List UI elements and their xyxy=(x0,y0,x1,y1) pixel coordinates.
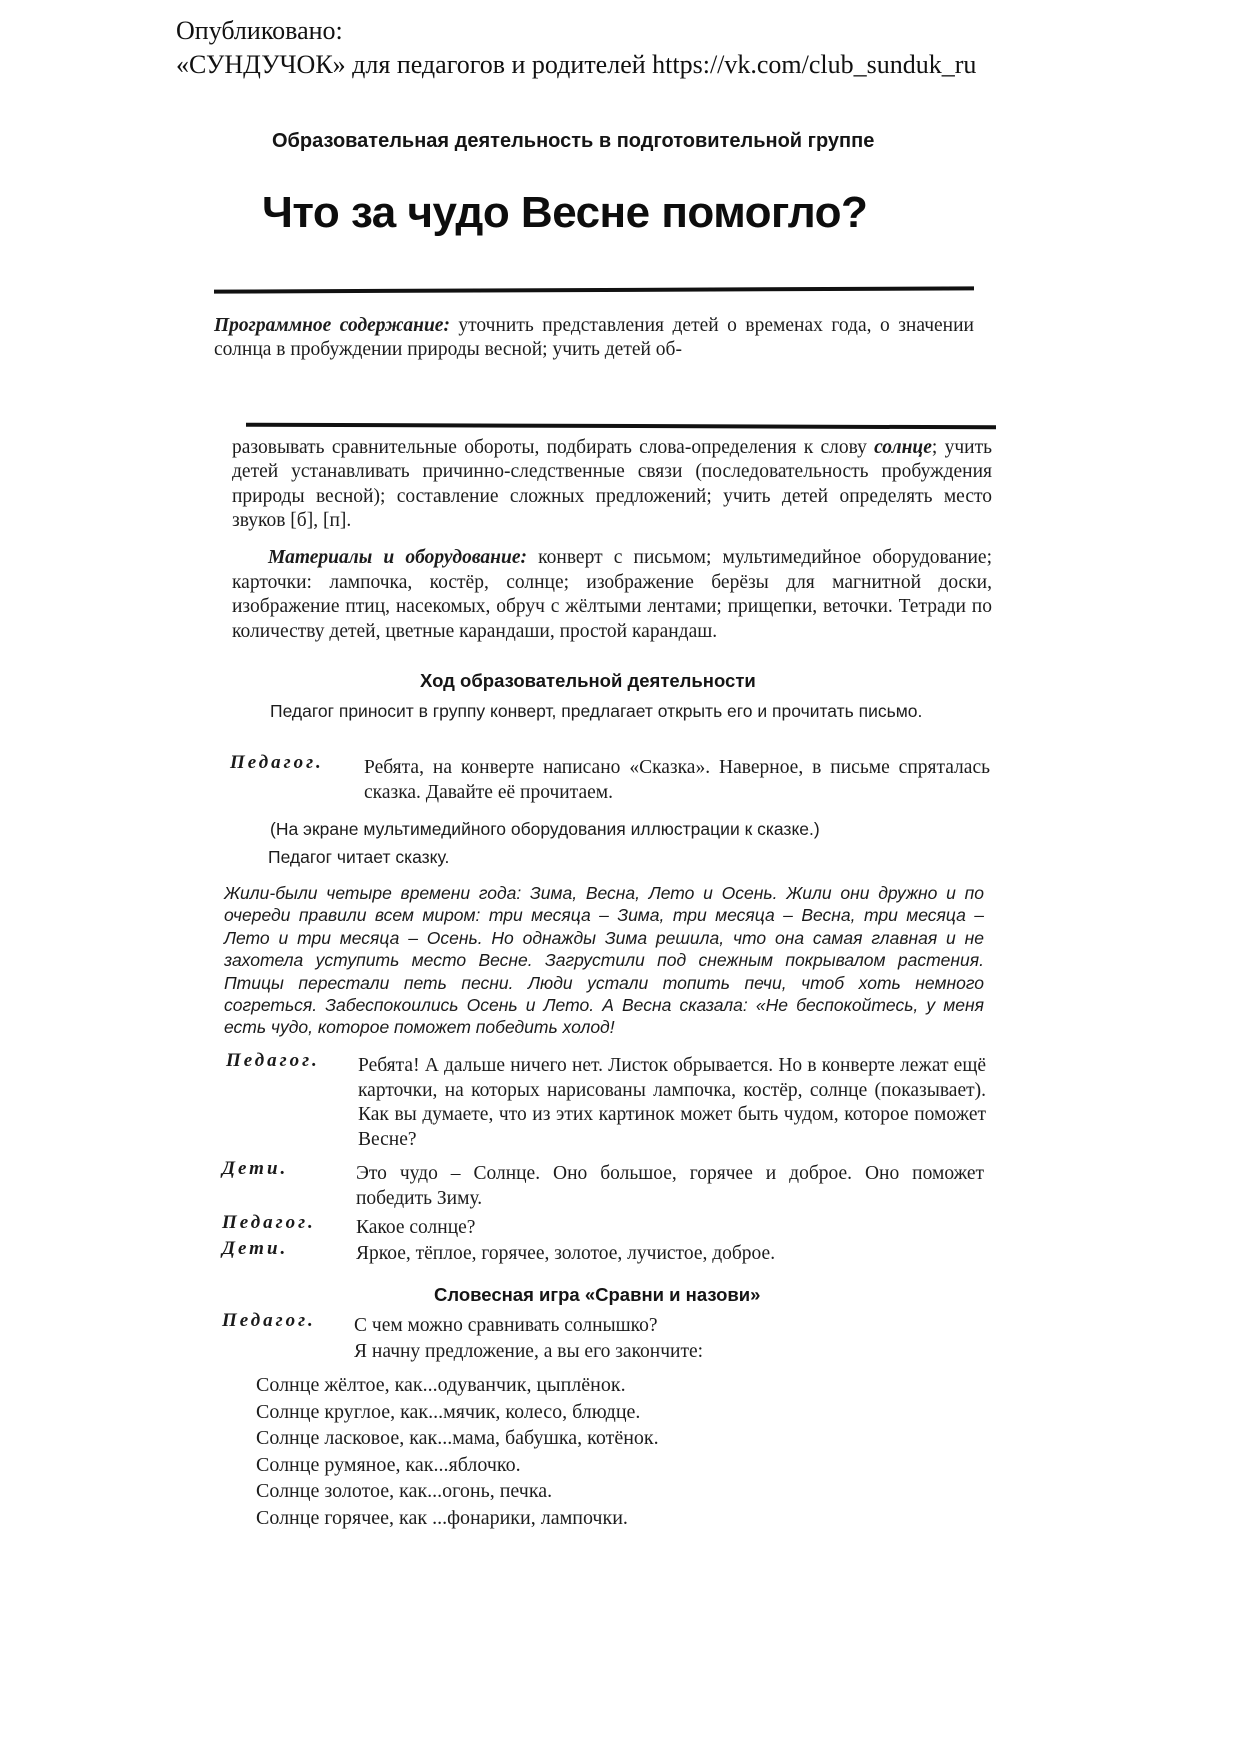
speaker-children: Дети. xyxy=(222,1158,289,1179)
fairy-tale-text: Жили-были четыре времени года: Зима, Весна, Лето и Осень. Жили они дружно и по очереди правили всем миром: три месяца – Зима, три месяца – Весна, три месяца – Лето и три месяца – Осень. Но однажды Зима решила, что она самая главная и не захотела уступить место Весне. Загрустили под снежным покрывалом растения. Птицы перестали петь песни. Люди устали топить печи, чтоб хоть немного согреться. Забеспокоились Осень и Лето. А Весна сказала: «Не беспокойтесь, у меня есть чудо, которое поможет победить холод! xyxy=(224,883,984,1038)
teacher-line-4b: Я начну предложение, а вы его закончите: xyxy=(354,1341,704,1362)
teacher-line-3: Какое солнце? xyxy=(356,1217,476,1238)
teacher-line-4a: С чем можно сравнивать солнышко? xyxy=(354,1315,658,1336)
list-item: Солнце ласковое, как...мама, бабушка, котёнок. xyxy=(256,1427,659,1449)
remark-screen: (На экране мультимедийного оборудования иллюстрации к сказке.) xyxy=(270,819,820,839)
article-title: Что за чудо Весне помогло? xyxy=(262,188,868,237)
list-item: Солнце жёлтое, как...одуванчик, цыплёнок. xyxy=(256,1374,626,1396)
program-text-2-post: ; учить детей устанавливать причинно-следственные связи (последовательность пробуждения природы весной); составление сложных предложений; учить детей определять место звуков [б], [п]. xyxy=(232,437,993,531)
list-item: Солнце румяное, как...яблочко. xyxy=(256,1453,521,1476)
article-subtitle: Образовательная деятельность в подготовительной группе xyxy=(272,130,875,152)
teacher-line-1: Ребята, на конверте написано «Сказка». Наверное, в письме спряталась сказка. Давайте её прочитаем. xyxy=(364,757,990,803)
program-text-1: уточнить представления детей о временах года, о значении солнца в пробуждении природы весной; учить детей об- xyxy=(214,315,974,360)
materials-text: конверт с письмом; мультимедийное оборудование; карточки: лампочка, костёр, солнце; изображение берёзы для магнитной доски, изображение птиц, насекомых, обруч с жёлтыми лентами; прищепки, веточки. Тетради по количеству детей, цветные карандаши, простой карандаш. xyxy=(232,547,993,642)
program-continuation-paragraph xyxy=(232,436,992,533)
speaker-teacher: Педагог. xyxy=(222,1310,316,1331)
materials-label: Материалы и оборудование: xyxy=(268,547,528,568)
publication-source: «СУНДУЧОК» для педагогов и родителей https://vk.com/club_sunduk_ru xyxy=(176,50,977,79)
section-heading-game: Словесная игра «Сравни и назови» xyxy=(434,1284,761,1305)
speaker-teacher: Педагог. xyxy=(226,1050,320,1071)
teacher-line-2: Ребята! А дальше ничего нет. Листок обрывается. Но в конверте лежат ещё карточки, на которых нарисованы лампочка, костёр, солнце (показывает). Как вы думаете, что из этих картинок может быть чудом, которое поможет Весне? xyxy=(358,1055,986,1150)
children-line-1: Это чудо – Солнце. Оно большое, горячее и доброе. Оно поможет победить Зиму. xyxy=(356,1163,984,1209)
program-content-paragraph xyxy=(214,314,974,362)
page-join-divider xyxy=(246,423,996,430)
speaker-teacher: Педагог. xyxy=(230,752,324,773)
title-divider xyxy=(214,286,974,293)
comparisons-list xyxy=(256,1372,776,1531)
section-heading-course: Ход образовательной деятельности xyxy=(420,670,756,691)
list-item: Солнце золотое, как...огонь, печка. xyxy=(256,1480,553,1502)
list-item: Солнце горячее, как ...фонарики, лампочки. xyxy=(256,1506,628,1529)
speaker-children: Дети. xyxy=(222,1238,289,1259)
list-item: Солнце круглое, как...мячик, колесо, блюдце. xyxy=(256,1400,641,1423)
program-label: Программное содержание: xyxy=(214,315,450,336)
speaker-teacher: Педагог. xyxy=(222,1212,316,1233)
publication-note: Опубликовано: xyxy=(176,16,343,45)
remark-teacher-reads: Педагог читает сказку. xyxy=(268,847,450,867)
children-line-2: Яркое, тёплое, горячее, золотое, лучистое, доброе. xyxy=(356,1243,776,1264)
program-text-2-pre: разовывать сравнительные обороты, подбирать слова-определения к слову xyxy=(232,437,867,458)
intro-remark: Педагог приносит в группу конверт, предлагает открыть его и прочитать письмо. xyxy=(270,701,923,721)
program-word-sun: солнце xyxy=(874,437,932,458)
materials-paragraph xyxy=(232,546,992,644)
